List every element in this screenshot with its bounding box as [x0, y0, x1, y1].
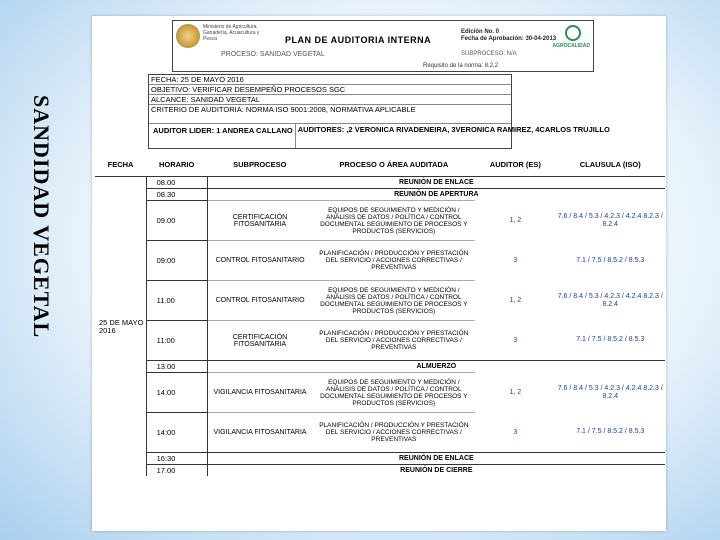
horario-cell: 08.30 [146, 189, 207, 201]
subproceso-cell: CERTIFICACIÓN FITOSANITARIA [207, 321, 312, 361]
horario-cell: 14:00 [146, 413, 207, 453]
edicion-label: Edición No. 0 [461, 29, 500, 35]
horario-cell: 17.00 [146, 465, 207, 477]
auditor-cell: 3 [513, 257, 518, 264]
auditor-cell: 3 [513, 336, 518, 344]
clausula-cell: 7.6 / 8.4 / 5.3 / 4.2.3 / 4.2.4 8.2.3 / 8.2.4 [557, 292, 663, 308]
auditor-cell: 1, 2 [509, 389, 522, 396]
schedule-event-row [95, 453, 665, 465]
horario-cell: 14.00 [146, 373, 207, 413]
info-auditor-lider: AUDITOR LIDER: 1 ANDREA CALLANO [151, 124, 296, 148]
info-alcance: ALCANCE: SANIDAD VEGETAL [149, 95, 511, 105]
auditor-cell: 3 [513, 428, 518, 436]
proceso-cell: PLANIFICACIÓN / PRODUCCIÓN Y PRESTACIÓN DEL SERVICIO / ACCIONES CORRECTIVAS / PREVENTIVAS [312, 413, 475, 453]
schedule-activity-row [95, 281, 665, 321]
clausula-cell: 7.6 / 8.4 / 5.3 / 4.2.3 / 4.2.4 8.2.3 / 8.2.4 [557, 212, 663, 228]
ministry-logo-icon [176, 24, 200, 48]
auditor-cell: 1, 2 [509, 297, 522, 304]
schedule-event-row [95, 189, 665, 201]
ministry-name: Ministerio de Agricultura, Ganadería, Acuacultura y Pesca [203, 24, 260, 42]
schedule-header-row [95, 152, 665, 177]
schedule-table [95, 152, 665, 476]
horario-cell: 09.00 [146, 201, 207, 241]
fecha-aprobacion-label: Fecha de Aprobación: 30-04-2013 [461, 36, 557, 42]
document-page [92, 16, 666, 531]
edition-info [461, 29, 571, 43]
proceso-cell: EQUIPOS DE SEGUIMIENTO Y MEDICIÓN / ANÁLISIS DE DATOS / POLÍTICA / CONTROL DOCUMENTAL SEGUIMIENTO DE PROCESOS Y PRODUCTOS (SERVICIOS) [312, 201, 475, 241]
col-clausula: CLAUSULA (ISO) [556, 152, 665, 177]
subproceso-cell: VIGILANCIA FITOSANITARIA [207, 373, 312, 413]
subproceso-cell: CONTROL FITOSANITARIO [207, 241, 312, 281]
horario-cell: 11:00 [146, 321, 207, 361]
fecha-cell: 25 DE MAYO 2016 [95, 177, 146, 477]
side-title: SANDIDAD VEGETAL [29, 95, 54, 339]
schedule-event-row [95, 361, 665, 373]
clausula-cell: 7.1 / 7.5 / 8.5.2 / 8.5.3 [576, 256, 645, 264]
subproceso-cell: CONTROL FITOSANITARIO [207, 281, 312, 321]
proceso-cell: PLANIFICACIÓN / PRODUCCIÓN Y PRESTACIÓN DEL SERVICIO / ACCIONES CORRECTIVAS / PREVENTIVAS [312, 321, 475, 361]
event-cell: REUNIÓN DE CIERRE [207, 465, 665, 477]
schedule-activity-row [95, 241, 665, 281]
subproceso-label: SUBPROCESO: N/A [461, 51, 517, 57]
event-cell: REUNIÓN DE ENLACE [207, 453, 665, 465]
schedule-activity-row [95, 373, 665, 413]
horario-cell: 13.00 [146, 361, 207, 373]
horario-cell: 08.00 [146, 177, 207, 189]
auditor-cell: 1, 2 [509, 217, 522, 224]
schedule-event-row [95, 465, 665, 477]
col-proceso: PROCESO O ÁREA AUDITADA [312, 152, 475, 177]
clausula-cell: 7.1 / 7.5 / 8.5.2 / 8.5.3 [576, 336, 645, 344]
event-cell: ALMUERZO [207, 361, 665, 373]
schedule-event-row [95, 177, 665, 189]
info-objetivo: OBJETIVO: VERIFICAR DESEMPEÑO PROCESOS SGC [149, 85, 511, 95]
document-header [172, 20, 594, 72]
schedule-activity-row [95, 321, 665, 361]
info-auditores: AUDITORES: ,2 VERONICA RIVADENEIRA, 3VERONICA RAMIREZ, 4CARLOS TRUJILLO [297, 125, 610, 134]
col-horario: HORARIO [146, 152, 207, 177]
schedule-activity-row [95, 413, 665, 453]
proceso-cell: EQUIPOS DE SEGUIMIENTO Y MEDICIÓN / ANÁLISIS DE DATOS / POLÍTICA / CONTROL DOCUMENTAL SEGUIMIENTO DE PROCESOS Y PRODUCTOS (SERVICIOS) [312, 373, 475, 413]
proceso-label: PROCESO: SANIDAD VEGETAL [221, 51, 325, 58]
schedule-activity-row [95, 201, 665, 241]
subproceso-cell: CERTIFICACIÓN FITOSANITARIA [207, 201, 312, 241]
clausula-cell: 7.6 / 8.4 / 5.3 / 4.2.3 / 4.2.4 8.2.3 / 8.2.4 [557, 384, 663, 400]
subproceso-cell: VIGILANCIA FITOSANITARIA [207, 413, 312, 453]
agrocalidad-logo-text: AGROCALIDAD [552, 43, 590, 49]
proceso-cell: PLANIFICACIÓN / PRODUCCIÓN Y PRESTACIÓN DEL SERVICIO / ACCIONES CORRECTIVAS / PREVENTIVAS [312, 241, 475, 281]
plan-title: PLAN DE AUDITORIA INTERNA [285, 35, 432, 45]
agrocalidad-logo-icon [557, 25, 589, 43]
clausula-cell: 7.1 / 7.5 / 8.5.2 / 8.5.3 [576, 428, 645, 436]
horario-cell: 16:30 [146, 453, 207, 465]
horario-cell: 09:00 [146, 241, 207, 281]
info-fecha: FECHA: 25 DE MAYO 2016 [149, 75, 511, 85]
info-criterio: CRITERIO DE AUDITORIA: NORMA ISO 9001:2008, NORMATIVA APLICABLE [149, 105, 511, 124]
horario-cell: 11.00 [146, 281, 207, 321]
audit-info-block [148, 74, 610, 149]
col-auditor: AUDITOR (ES) [475, 152, 555, 177]
event-cell: REUNIÓN DE ENLACE [207, 177, 665, 189]
col-fecha: FECHA [95, 152, 146, 177]
event-cell: REUNIÓN DE APERTURA [207, 189, 665, 201]
info-auditors [149, 124, 610, 148]
col-subproceso: SUBPROCESO [207, 152, 312, 177]
requisito-label: Requisito de la norma: 8.2.2 [423, 63, 499, 69]
proceso-cell: EQUIPOS DE SEGUIMIENTO Y MEDICIÓN / ANÁLISIS DE DATOS / POLÍTICA / CONTROL DOCUMENTAL SEGUIMIENTO DE PROCESOS Y PRODUCTOS (SERVICIOS) [312, 281, 475, 321]
